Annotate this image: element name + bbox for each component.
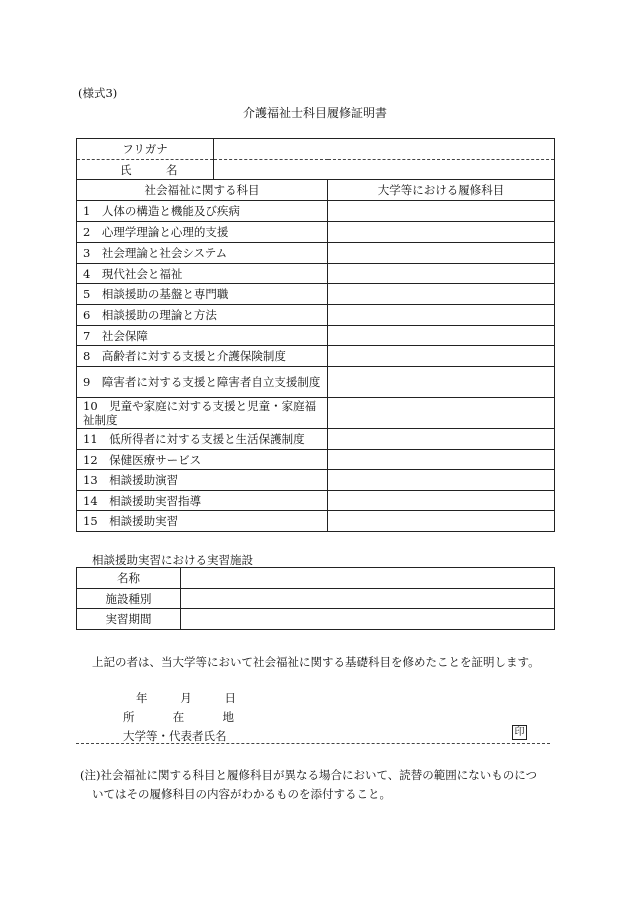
subject-name: 1 人体の構造と機能及び疾病 [77,201,328,222]
facility-name-label: 名称 [77,568,181,589]
course-field[interactable] [328,201,555,222]
facility-table [76,567,555,630]
course-field[interactable] [328,284,555,305]
address-char: 在 [172,710,185,724]
course-field[interactable] [328,222,555,243]
course-field[interactable] [328,450,555,470]
subject-name: 13 相談援助演習 [77,470,328,491]
subject-row [77,284,555,305]
subject-name: 8 高齢者に対する支援と介護保険制度 [77,346,328,367]
subject-name: 9 障害者に対する支援と障害者自立支援制度 [77,367,328,398]
facility-type-label: 施設種別 [77,589,181,609]
facility-type-field[interactable] [181,589,555,609]
furigana-label: フリガナ [122,142,168,156]
furigana-label-cell [77,139,214,160]
day-label: 日 [224,691,236,705]
subject-row [77,491,555,511]
seal-mark: 印 [512,725,527,740]
address-char: 所 [123,710,135,724]
course-field[interactable] [328,429,555,450]
subject-row [77,243,555,264]
date-line [136,690,236,706]
course-field[interactable] [328,326,555,346]
signature-line [76,743,550,744]
subject-row [77,201,555,222]
representative-label: 大学等・代表者氏名 [123,729,227,743]
name-field[interactable] [214,160,555,180]
subject-row [77,326,555,346]
university-course-column-header: 大学等における履修科目 [328,180,555,201]
subject-row [77,264,555,284]
subject-row [77,305,555,326]
training-period-field[interactable] [181,609,555,630]
subject-name: 3 社会理論と社会システム [77,243,328,264]
subject-name: 6 相談援助の理論と方法 [77,305,328,326]
note-line-1: (注)社会福祉に関する科目と履修科目が異なる場合において、読替の範囲にないものにつ [80,768,538,782]
subject-name: 14 相談援助実習指導 [77,491,328,511]
subject-name: 15 相談援助実習 [77,511,328,532]
subject-name: 2 心理学理論と心理的支援 [77,222,328,243]
subject-name: 4 現代社会と福祉 [77,264,328,284]
subject-name: 7 社会保障 [77,326,328,346]
subject-name: 12 保健医療サービス [77,450,328,470]
subject-name: 5 相談援助の基盤と専門職 [77,284,328,305]
facility-caption: 相談援助実習における実習施設 [92,553,253,567]
year-label: 年 [136,691,148,705]
name-label: 氏 名 [120,162,178,177]
course-field[interactable] [328,511,555,532]
subject-row [77,450,555,470]
certification-statement: 上記の者は、当大学等において社会福祉に関する基礎科目を修めたことを証明します。 [92,655,540,669]
course-field[interactable] [328,491,555,511]
subject-column-header: 社会福祉に関する科目 [77,180,328,201]
course-field[interactable] [328,243,555,264]
address-line [123,709,234,725]
training-period-label: 実習期間 [77,609,181,630]
course-field[interactable] [328,264,555,284]
course-field[interactable] [328,346,555,367]
subject-name: 11 低所得者に対する支援と生活保護制度 [77,429,328,450]
form-number-label: (様式3) [78,86,118,100]
subject-name: 10 児童や家庭に対する支援と児童・家庭福祉制度 [77,398,328,429]
month-label: 月 [180,691,192,705]
subject-row [77,222,555,243]
note-line-2: いてはその履修科目の内容がわかるものを添付すること。 [92,787,391,801]
course-field[interactable] [328,398,555,429]
facility-name-field[interactable] [181,568,555,589]
address-char: 地 [222,710,234,724]
course-field[interactable] [328,470,555,491]
course-field[interactable] [328,305,555,326]
subject-table [76,138,555,532]
furigana-field[interactable] [214,139,555,160]
subject-row [77,511,555,532]
subject-row [77,429,555,450]
subject-row [77,367,555,398]
subject-row [77,346,555,367]
course-field[interactable] [328,367,555,398]
name-label-cell [77,160,214,180]
subject-row [77,398,555,429]
subject-row [77,470,555,491]
document-title: 介護福祉士科目履修証明書 [242,106,387,120]
